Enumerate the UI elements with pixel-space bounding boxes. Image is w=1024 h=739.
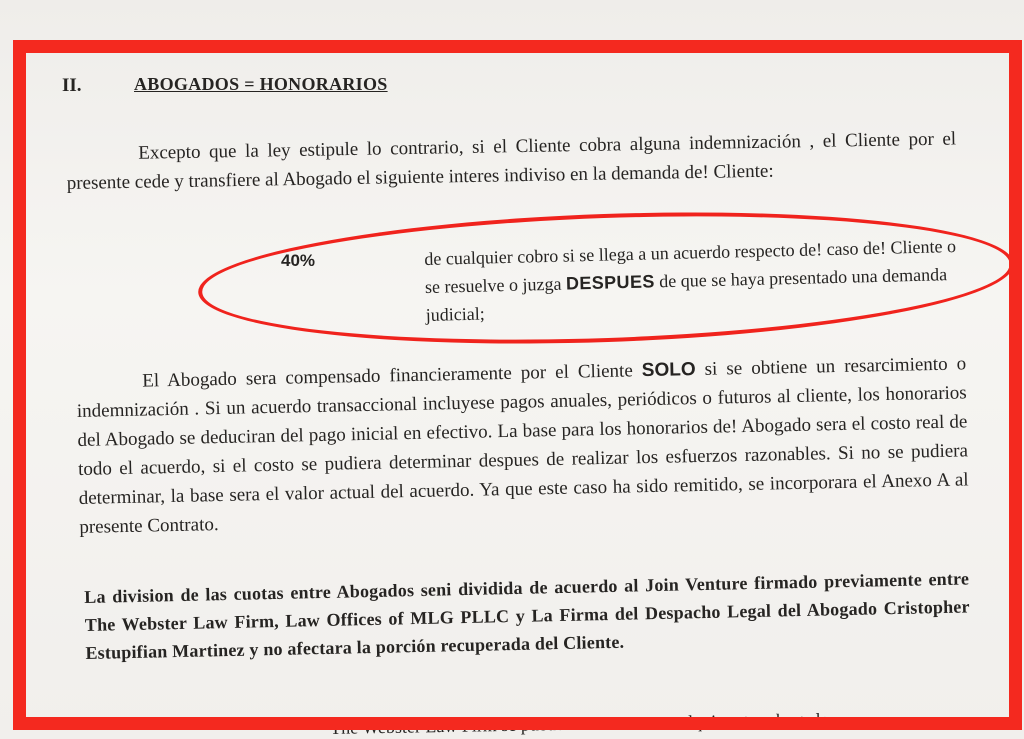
- highlight-frame: [13, 40, 1022, 730]
- compensation-text-after: si se obtiene un resarcimiento o indemnización . Si un acuerdo transaccional incluyese pagos anuales, periódicos o futuros al cliente, los honorarios del Abogado se deduciran del pago inicial en efectivo. La base para los honorarios de! Abogado sera el costo real de todo el acuerdo, si el costo se pudiera determinar despues de realizar los esfuerzos razonables. Si no se pudiera determinar, la base sera el valor actual del acuerdo. Ya que este caso ha sido remitido, se incorporara el Anexo A al presente Contrato.: [76, 353, 969, 538]
- fee-clause-text-after: de que se haya presentado una demanda judicial;: [425, 264, 948, 325]
- fee-clause-emphasis: DESPUES: [565, 271, 655, 294]
- section-title: ABOGADOS = HONORARIOS: [134, 74, 388, 94]
- cutoff-bottom-line: The Webster Law Firm se pueden asociar con cualquier otro abogado: [330, 709, 830, 738]
- fee-percentage: 40%: [281, 251, 316, 270]
- fee-division-paragraph: La division de las cuotas entre Abogados seni dividida de acuerdo al Join Venture firmado previamente entre The Webster Law Firm, Law Offices of MLG PLLC y La Firma del Despacho Legal del Abogado Cristopher Estupifian Martinez y no afectara la porción recuperada del Cliente.: [84, 568, 970, 663]
- compensation-text-before: El Abogado sera compensado financieramente por el Cliente: [142, 360, 643, 392]
- compensation-emphasis: SOLO: [641, 359, 696, 382]
- section-number: II.: [62, 75, 82, 96]
- intro-paragraph: Excepto que la ley estipule lo contrario, si el Cliente cobra alguna indemnización , el Cliente por el presente cede y transfiere al Abogado el siguiente interes indiviso en la demanda de! Cliente:: [66, 128, 957, 194]
- fee-clause-text-before: de cualquier cobro si se llega a un acuerdo respecto de! caso de! Cliente o se resuelve o juzga: [424, 236, 957, 297]
